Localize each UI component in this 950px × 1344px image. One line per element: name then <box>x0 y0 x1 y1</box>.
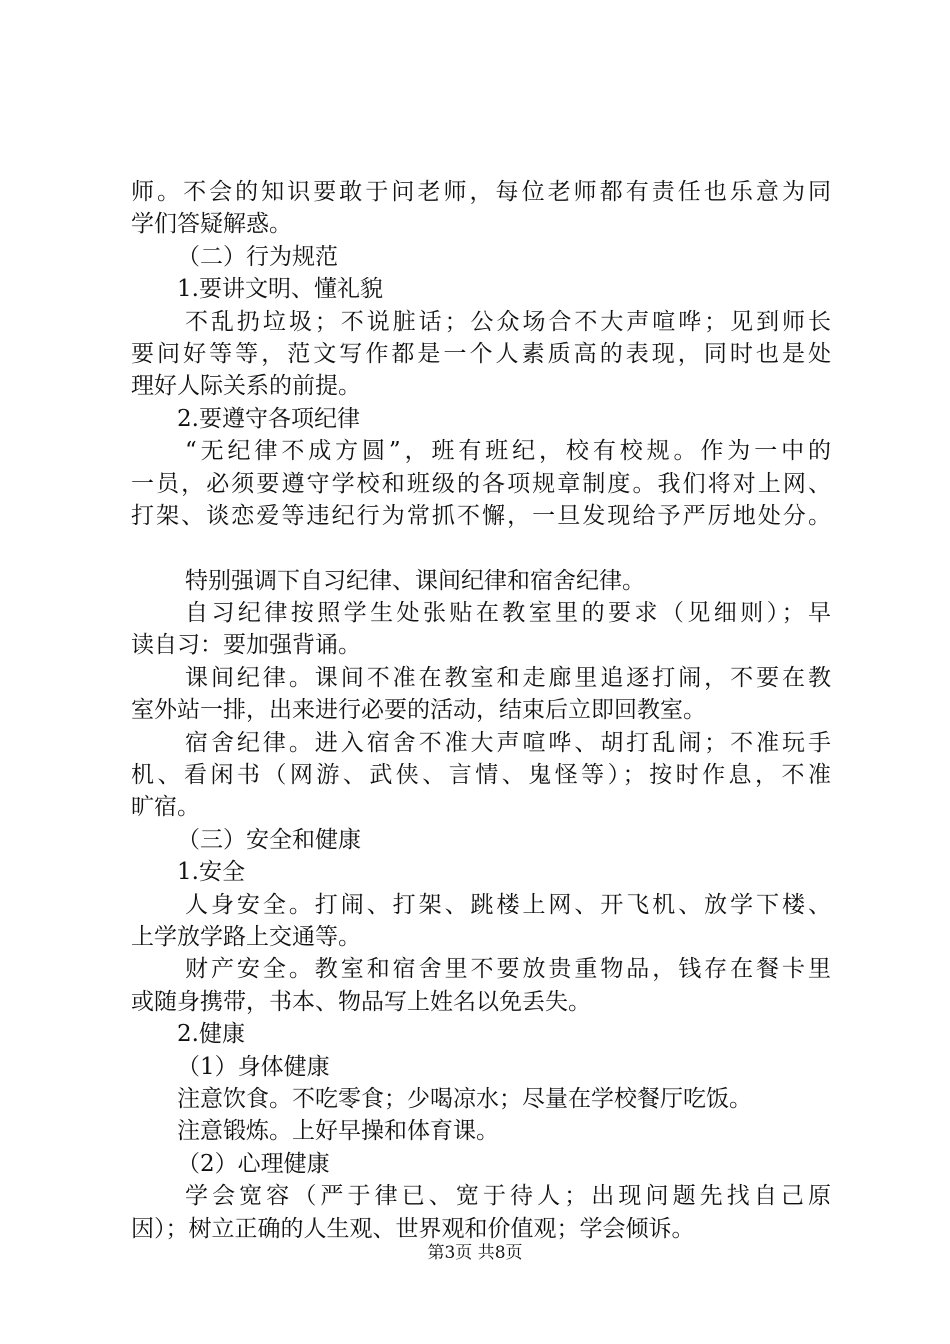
subsection-heading: 1.要讲文明、懂礼貌 <box>177 276 383 303</box>
paragraph-line: 室外站一排，出来进行必要的活动，结束后立即回教室。 <box>131 697 706 724</box>
subsection-heading: 2.健康 <box>177 1021 245 1048</box>
paragraph-line: 一员，必须要遵守学校和班级的各项规章制度。我们将对上网、 <box>131 470 831 497</box>
paragraph-line: 理好人际关系的前提。 <box>131 373 361 400</box>
paragraph-line: 学会宽容（严于律已、宽于待人；出现问题先找自己原 <box>185 1183 831 1210</box>
paragraph-line: 读自习：要加强背诵。 <box>131 632 361 659</box>
paragraph-line: “无纪律不成方圆”，班有班纪，校有校规。作为一中的 <box>185 438 831 465</box>
paragraph-line: 课间纪律。课间不准在教室和走廊里追逐打闹，不要在教 <box>185 664 831 691</box>
blank-line <box>131 532 831 564</box>
paragraph-line: 自习纪律按照学生处张贴在教室里的要求（见细则）；早 <box>185 600 831 627</box>
paragraph-line: 人身安全。打闹、打架、跳楼上网、开飞机、放学下楼、 <box>185 891 831 918</box>
paragraph-line: 师。不会的知识要敢于问老师，每位老师都有责任也乐意为同 <box>131 179 831 205</box>
subsection-heading: （2）心理健康 <box>177 1150 330 1177</box>
section-heading: （三）安全和健康 <box>177 826 361 853</box>
page-number-footer: 第3页 共8页 <box>427 1243 523 1263</box>
paragraph-line: 注意饮食。不吃零食；少喝凉水；尽量在学校餐厅吃饭。 <box>177 1085 752 1112</box>
paragraph-line: 特别强调下自习纪律、课间纪律和宿舍纪律。 <box>185 567 645 594</box>
document-body <box>131 176 831 1245</box>
paragraph-line: 机、看闲书（网游、武侠、言情、鬼怪等）；按时作息，不准 <box>131 762 831 789</box>
paragraph-line: 旷宿。 <box>131 794 200 821</box>
paragraph-line: 宿舍纪律。进入宿舍不准大声喧哗、胡打乱闹；不准玩手 <box>185 729 831 756</box>
paragraph-line: 财产安全。教室和宿舍里不要放贵重物品，钱存在餐卡里 <box>185 956 831 983</box>
paragraph-line: 因）；树立正确的人生观、世界观和价值观；学会倾诉。 <box>131 1215 695 1242</box>
paragraph-line: 上学放学路上交通等。 <box>131 923 361 950</box>
subsection-heading: 1.安全 <box>177 859 245 886</box>
subsection-heading: 2.要遵守各项纪律 <box>177 405 360 432</box>
paragraph-line: 或随身携带，书本、物品写上姓名以免丢失。 <box>131 988 591 1015</box>
paragraph-line: 打架、谈恋爱等违纪行为常抓不懈，一旦发现给予严厉地处分。 <box>131 502 831 529</box>
paragraph-line: 不乱扔垃圾；不说脏话；公众场合不大声喧哗；见到师长 <box>185 308 831 335</box>
paragraph-line: 学们答疑解惑。 <box>131 211 292 238</box>
subsection-heading: （1）身体健康 <box>177 1053 330 1080</box>
section-heading: （二）行为规范 <box>177 243 338 270</box>
paragraph-line: 注意锻炼。上好早操和体育课。 <box>177 1118 499 1145</box>
paragraph-line: 要问好等等，范文写作都是一个人素质高的表现，同时也是处 <box>131 340 831 367</box>
